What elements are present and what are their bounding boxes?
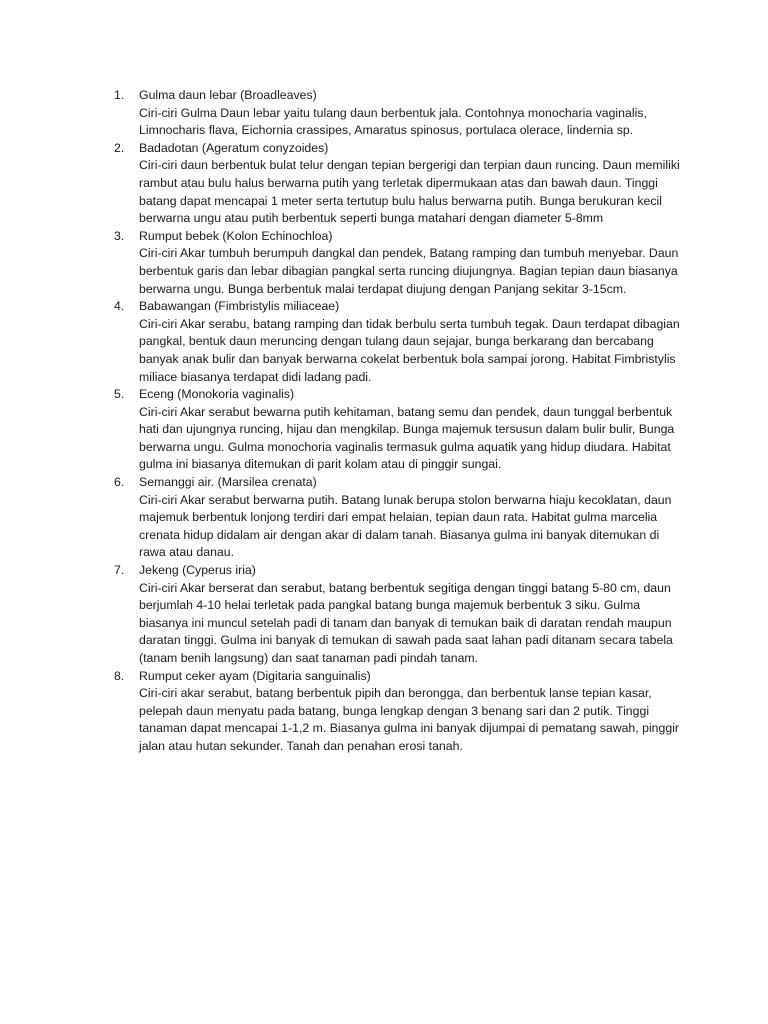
item-description: Ciri-ciri daun berbentuk bulat telur dengan tepian bergerigi dan terpian daun runcing. Daun memiliki rambut atau bulu halus berwarna putih yang terletak dipermukaan atas dan bawah daun. Tinggi batang dapat mencapai 1 meter serta tertutup bulu halus berwarna putih. Bunga berukuran kecil berwarna ungu atau putih berbentuk seperti bunga matahari dengan diameter 5-8mm (139, 158, 680, 226)
item-title: Gulma daun lebar (Broadleaves) (139, 88, 317, 102)
item-title: Jekeng (Cyperus iria) (139, 563, 256, 578)
item-title: Rumput ceker ayam (Digitaria sanguinalis) (139, 668, 371, 683)
item-number: 1. (114, 88, 125, 102)
item-description: Ciri-ciri Akar berserat dan serabut, batang berbentuk segitiga dengan tinggi batang 5-80 cm, daun berjumlah 4-10 helai terletak pada pangkal batang bunga majemuk berbentuk 3 siku. Gulma biasanya ini muncul setelah padi di tanam dan banyak di temukan baik di daratan rendah maupun daratan tinggi. Gulma ini banyak di temukan di sawah pada saat lahan padi ditanam secara tabela (tanam benih langsung) dan saat tanaman padi pindah tanam. (139, 580, 673, 665)
item-title: Semanggi air. (Marsilea crenata) (139, 475, 317, 490)
item-title: Rumput bebek (Kolon Echinochloa) (139, 228, 333, 243)
item-title: Babawangan (Fimbristylis miliaceae) (139, 299, 340, 314)
item-number: 7. (114, 563, 125, 578)
item-description: Ciri-ciri Akar serabu, batang ramping dan tidak berbulu serta tumbuh tegak. Daun terdapat dibagian pangkal, bentuk daun meruncing dengan tulang daun sejajar, bunga berkarang dan bercabang banyak anak bulir dan banyak berwarna cokelat berbentuk bola sampai jorong. Habitat Fimbristylis miliace biasanya terdapat didi ladang padi. (139, 316, 680, 384)
item-title: Badadotan (Ageratum conyzoides) (139, 140, 329, 155)
item-number: 8. (114, 668, 125, 683)
item-number: 4. (114, 299, 125, 314)
item-description: Ciri-ciri akar serabut, batang berbentuk pipih dan berongga, dan berbentuk lanse tepian kasar, pelepah daun menyatu pada batang, bunga lengkap dengan 3 benang sari dan 2 putik. Tinggi tanaman dapat mencapai 1-1,2 m. Biasanya gulma ini banyak dijumpai di pematang sawah, pinggir jalan atau hutan sekunder. Tanah dan penahan erosi tanah. (139, 686, 680, 753)
item-description: Ciri-ciri Akar serabut berwarna putih. Batang lunak berupa stolon berwarna hiaju kecoklatan, daun majemuk berbentuk lonjong terdiri dari empat helaian, tepian daun rata. Habitat gulma marcelia crenata hidup didalam air dengan akar di dalam tanah. Biasanya gulma ini banyak ditemukan di rawa atau danau. (139, 492, 672, 560)
list-item (114, 140, 680, 228)
list-item (114, 668, 680, 756)
list-item (114, 474, 680, 562)
item-number: 6. (114, 475, 125, 490)
item-description: Ciri-ciri Akar serabut bewarna putih kehitaman, batang semu dan pendek, daun tunggal berbentuk hati dan ujungnya runcing, hijau dan mengkilap. Bunga majemuk tersusun dalam bulir bulir, Bunga berwarna ungu. Gulma monochoria vaginalis termasuk gulma aquatik yang hidup diudara. Habitat gulma ini biasanya ditemukan di parit kolam atau di pinggir sungai. (139, 404, 675, 472)
weed-list (114, 87, 680, 756)
list-item (114, 87, 680, 140)
list-item (114, 562, 680, 668)
item-number: 5. (114, 387, 125, 402)
list-item (114, 386, 680, 474)
item-title: Eceng (Monokoria vaginalis) (139, 387, 295, 402)
item-number: 3. (114, 228, 125, 243)
list-item (114, 298, 680, 386)
item-description: Ciri-ciri Akar tumbuh berumpuh dangkal dan pendek, Batang ramping dan tumbuh menyebar. Daun berbentuk garis dan lebar dibagian pangkal serta runcing diujungnya. Bagian tepian daun biasanya berwarna ungu. Bunga berbentuk malai terdapat diujung dengan Panjang sekitar 3-15cm. (139, 246, 679, 296)
item-number: 2. (114, 140, 125, 155)
item-description: Ciri-ciri Gulma Daun lebar yaitu tulang daun berbentuk jala. Contohnya monocharia vaginalis, Limnocharis flava, Eichornia crassipes, Amaratus spinosus, portulaca olerace, lindernia sp. (139, 105, 647, 138)
list-item (114, 228, 680, 298)
